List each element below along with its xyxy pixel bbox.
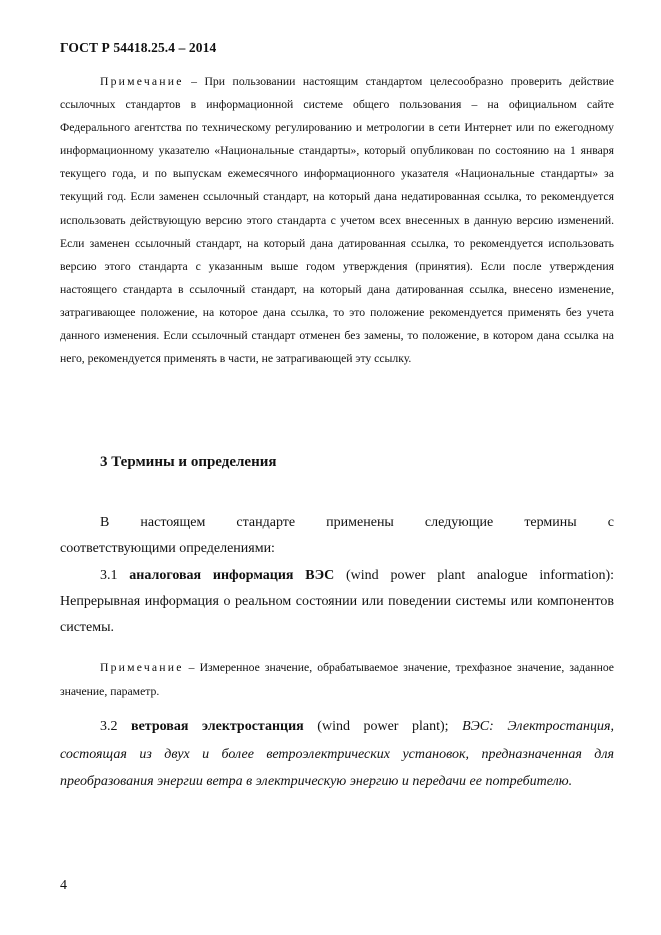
reference-note-paragraph	[60, 70, 614, 370]
document-header: ГОСТ Р 54418.25.4 – 2014	[60, 40, 217, 55]
term-definition: : Электростанция, состоящая из двух и более ветроэлектрических установок, предназначенная для преобразования энергии ветра в электрическую энергию и передачи ее потребителю.	[60, 719, 614, 789]
note-text: – Измеренное значение, обрабатываемое значение, трехфазное значение, заданное значение, параметр.	[60, 661, 614, 698]
note-label: Примечание	[100, 661, 184, 674]
term-english: (wind power plant);	[303, 719, 463, 734]
term-name: ветровая электростанция	[131, 719, 304, 734]
term-name: аналоговая информация ВЭС	[129, 568, 335, 583]
term-entry-3-2	[60, 713, 614, 796]
term-note-paragraph	[60, 656, 614, 703]
term-number: 3.2	[100, 719, 132, 734]
note-text: – При пользовании настоящим стандартом целесообразно проверить действие ссылочных стандартов в информационной системе общего пользования – на официальном сайте Федерального агентства по техническому регулированию и метрологии в сети Интернет или по ежегодному информационному указателю «Национальные стандарты», который опубликован по состоянию на 1 января текущего года, и по выпускам ежемесячного информационного указателя «Национальные стандарты» за текущий год. Если заменен ссылочный стандарт, на который дана недатированная ссылка, то рекомендуется использовать действующую версию этого стандарта с учетом всех внесенных в данную версию изменений. Если заменен ссылочный стандарт, на который дана датированная ссылка, то рекомендуется использовать версию этого стандарта с указанным выше годом утверждения (принятия). Если после утверждения настоящего стандарта в ссылочный стандарт, на который дана датированная ссылка, внесено изменение, затрагивающее положение, на которое дана ссылка, то это положение рекомендуется применять без учета данного изменения. Если ссылочный стандарт отменен без замены, то положение, в котором дана ссылка на него, рекомендуется применять в части, не затрагивающей эту ссылку.	[60, 75, 614, 366]
section-intro	[60, 510, 614, 562]
term-english: (wind power plant analogue information):	[334, 568, 615, 583]
term-number: 3.1	[100, 568, 130, 583]
section-intro-line-2: соответствующими определениями:	[60, 541, 275, 556]
note-label: Примечание	[100, 75, 184, 88]
term-abbreviation: ВЭС	[462, 719, 490, 734]
section-intro-line-1: В настоящем стандарте применены следующие термины с	[100, 515, 614, 530]
page-number: 4	[60, 878, 67, 893]
term-definition: Непрерывная информация о реальном состоянии или поведении системы или компонентов системы.	[60, 594, 614, 635]
section-heading: 3 Термины и определения	[100, 454, 277, 470]
term-entry-3-1	[60, 563, 614, 641]
